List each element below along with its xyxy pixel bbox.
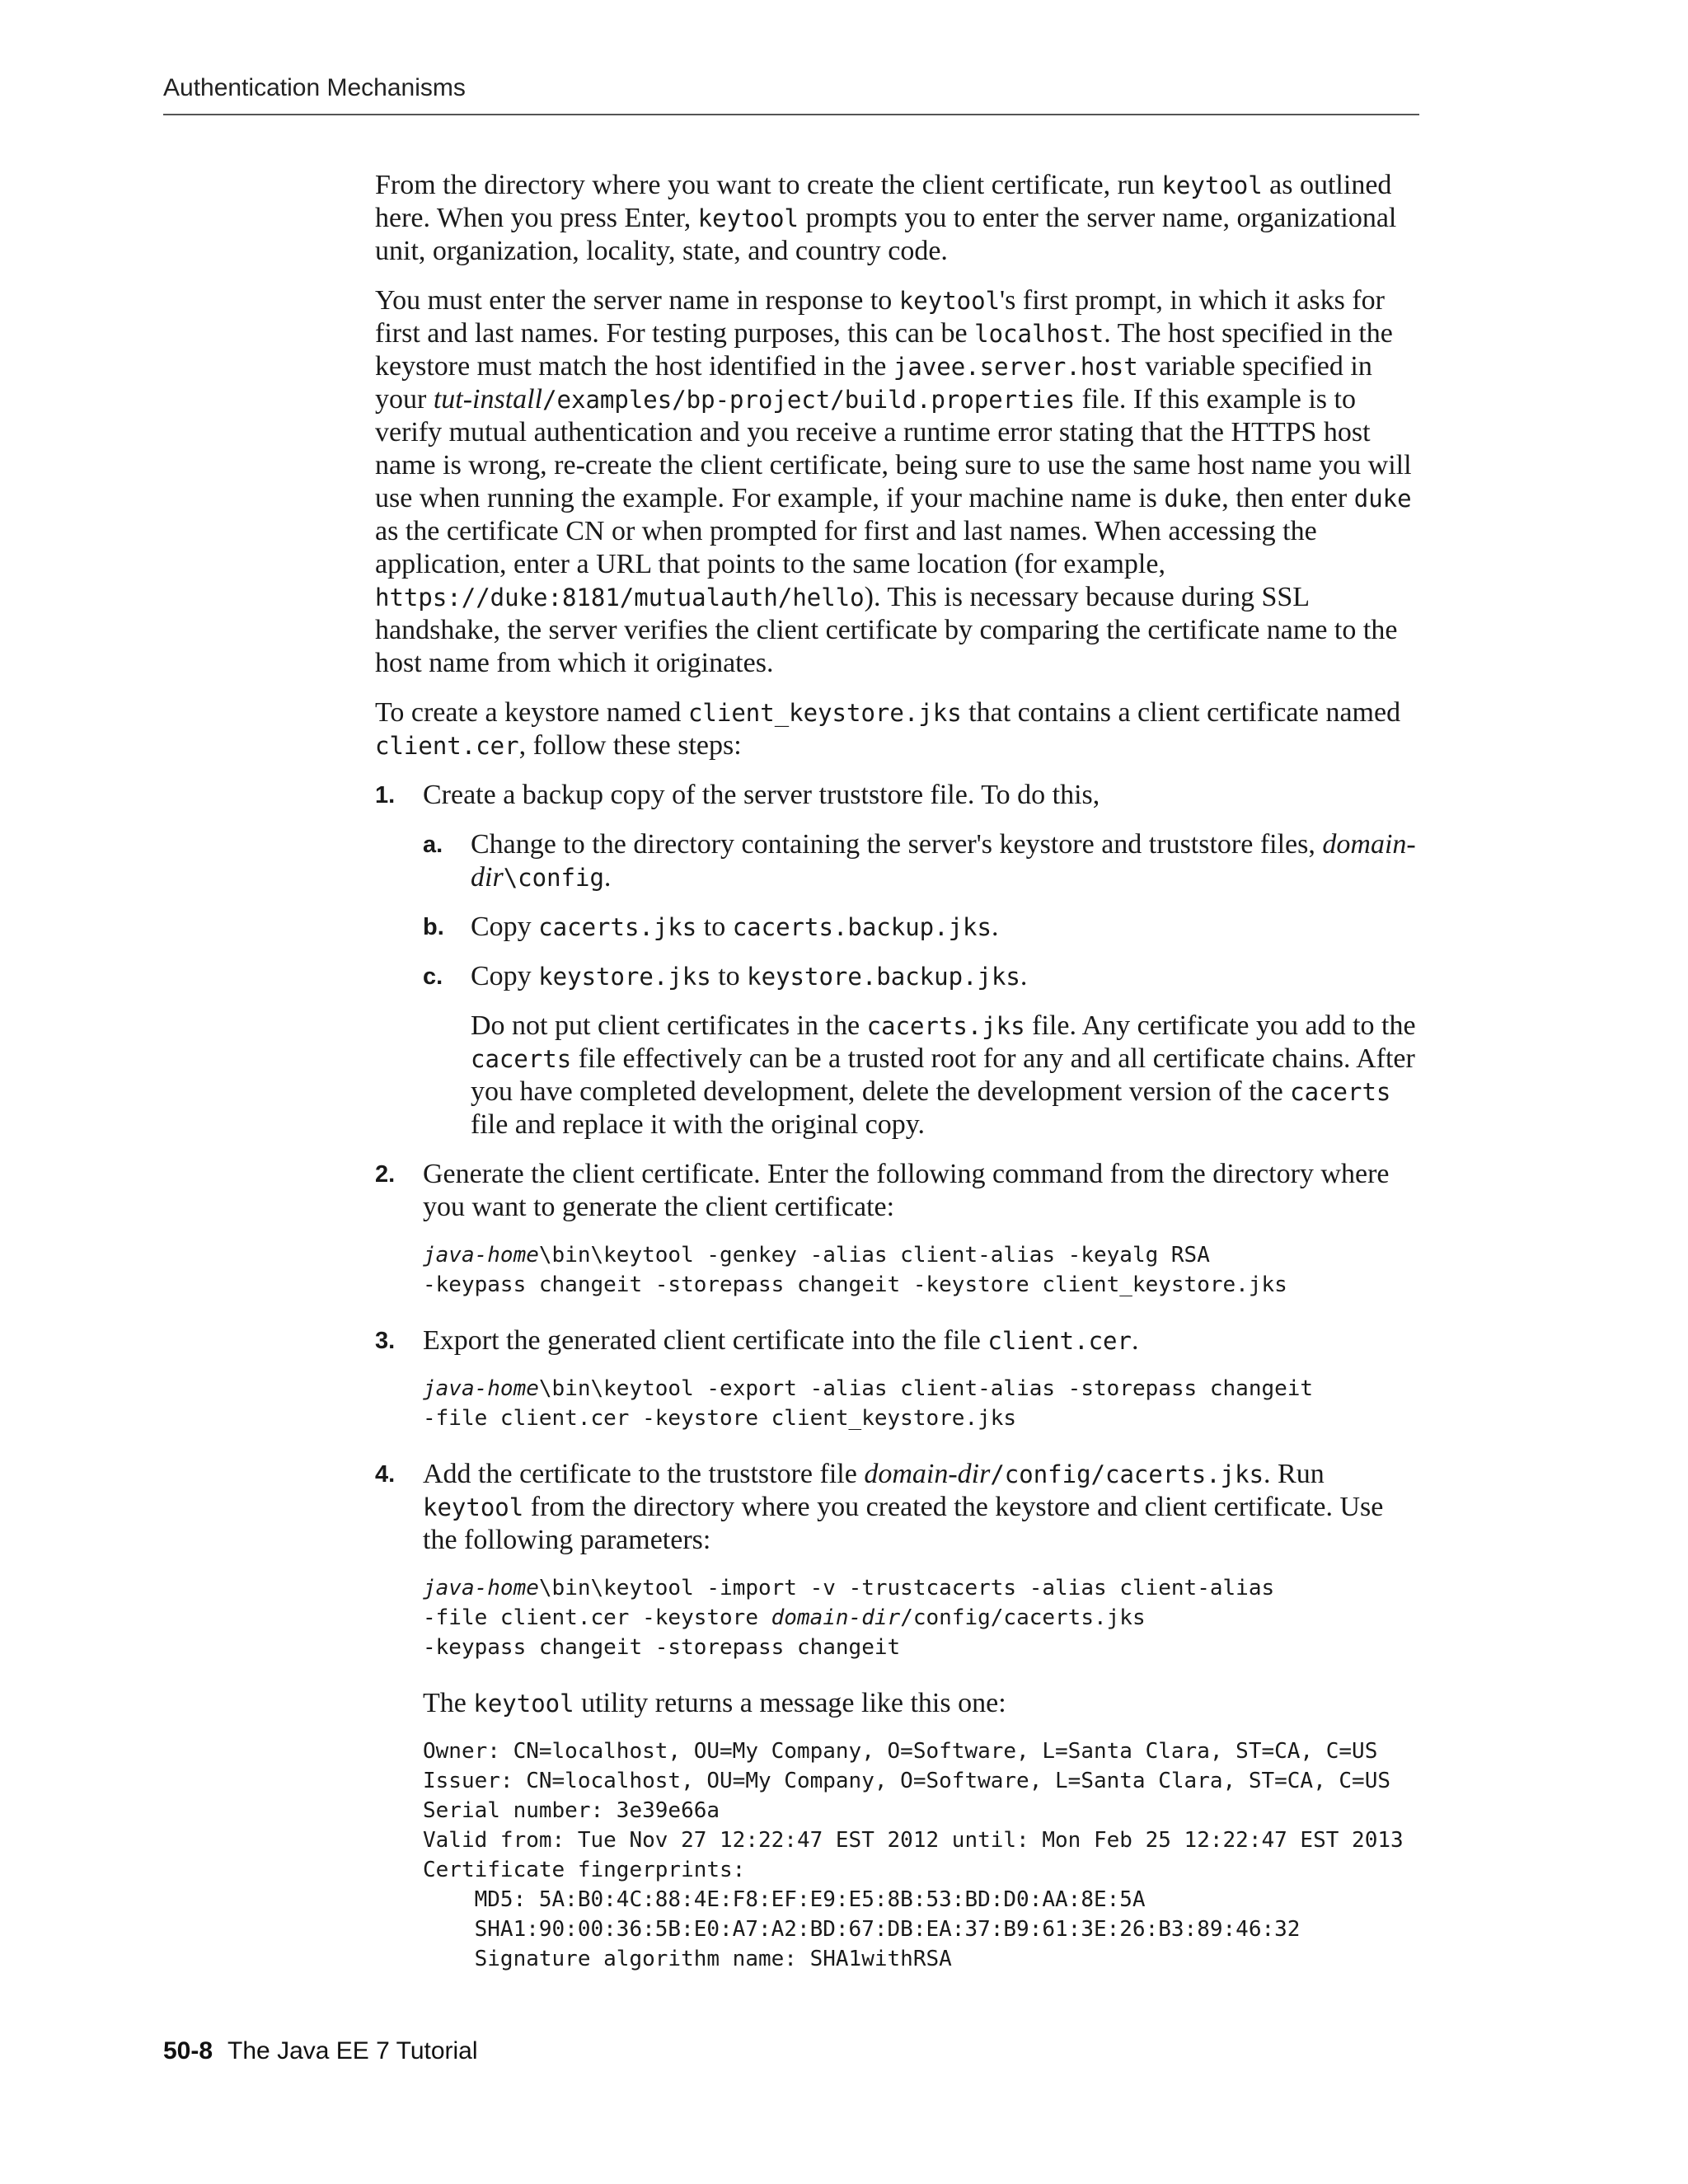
step-number: 1. [375,782,396,808]
running-header: Authentication Mechanisms [163,74,466,101]
substep-text: Copy keystore.jks to keystore.backup.jks. [471,961,1028,991]
step-4 [375,1458,1422,1557]
substeps [375,828,1422,1141]
intro-paragraph-2: You must enter the server name in response to keytool's first prompt, in which it asks for first and last names. For testing purposes, this can be localhost. The host specified in the keystore must match the host identified in the javee.server.host variable specified in your tut-install/examples/bp-project/build.properties file. If this example is to verify mutual authentication and you receive a runtime error stating that the HTTPS host name is wrong, re-create the client certificate, being sure to use the same host name you will use when running the example. For example, if your machine name is duke, then enter duke as the certificate CN or when prompted for first and last names. When accessing the application, enter a URL that points to the same location (for example, https://duke:8181/mutualauth/hello). This is necessary because during SSL handshake, the server verifies the client certificate by comparing the certificate name to the host name from which it originates. [375,285,1412,678]
step-number: 2. [375,1161,396,1188]
keytool-output: Owner: CN=localhost, OU=My Company, O=Software, L=Santa Clara, ST=CA, C=US Issuer: CN=localhost, OU=My Company, O=Software, L=Santa Clara, ST=CA, C=US Serial number: 3e39e66a Valid from: Tue Nov 27 12:22:47 EST 2012 until: Mon Feb 25 12:22:47 EST 2013 Certificate fingerprints: MD5: 5A:B0:4C:88:4E:F8:EF:E9:E5:8B:53:BD:D0:AA:8E:5A SHA1:90:00:36:5B:E0:A7:A2:BD:67:DB:EA:37:B9:61:3E:26:B3:89:46:32 Signature algorithm name: SHA1withRSA [423,1739,1404,1971]
cacerts-note: Do not put client certificates in the cacerts.jks file. Any certificate you add to the cacerts file effectively can be a trusted root for any and all certificate chains. After you have completed development, delete the development version of the cacerts file and replace it with the original copy. [471,1010,1416,1140]
step-3 [375,1324,1422,1357]
step-number: 4. [375,1461,396,1488]
substep-a [423,828,1422,894]
code-block-import: java-home\bin\keytool -import -v -trustcacerts -alias client-alias -file client.cer -keystore domain-dir/config/cacerts.jks -keypass changeit -storepass changeit [423,1576,1275,1660]
step-text: Add the certificate to the truststore file domain-dir/config/cacerts.jks. Run keytool from the directory where you created the keystore and client certificate. Use the following parameters: [423,1459,1384,1555]
intro-paragraph-3: To create a keystore named client_keystore.jks that contains a client certificate named client.cer, follow these steps: [375,697,1401,761]
substep-letter: c. [423,963,443,990]
step-number: 3. [375,1328,396,1354]
substep-text: Change to the directory containing the server's keystore and truststore files, domain-dir\config. [471,829,1416,893]
substep-text: Copy cacerts.jks to cacerts.backup.jks. [471,912,999,942]
page-number: 50-8 [163,2037,213,2064]
substep-c [423,960,1422,993]
header-rule [163,114,1419,115]
code-block-genkey: java-home\bin\keytool -genkey -alias client-alias -keyalg RSA -keypass changeit -storepass changeit -keystore client_keystore.jks [423,1243,1287,1297]
code-block-export: java-home\bin\keytool -export -alias client-alias -storepass changeit -file client.cer -keystore client_keystore.jks [423,1376,1314,1431]
step-text: Generate the client certificate. Enter the following command from the directory where you want to generate the client certificate: [423,1159,1390,1222]
utility-message-intro: The keytool utility returns a message like this one: [423,1688,1006,1718]
step-1 [375,779,1422,812]
page-footer [163,2037,478,2065]
book-title: The Java EE 7 Tutorial [227,2037,478,2064]
page-body [375,169,1422,1999]
step-text: Create a backup copy of the server truststore file. To do this, [423,780,1100,810]
step-text: Export the generated client certificate into the file client.cer. [423,1325,1139,1356]
intro-paragraph-1: From the directory where you want to create the client certificate, run keytool as outlined here. When you press Enter, keytool prompts you to enter the server name, organizational unit, organization, locality, state, and country code. [375,170,1397,266]
substep-letter: b. [423,914,444,940]
substep-letter: a. [423,832,443,858]
step-2 [375,1158,1422,1224]
substep-b [423,911,1422,944]
